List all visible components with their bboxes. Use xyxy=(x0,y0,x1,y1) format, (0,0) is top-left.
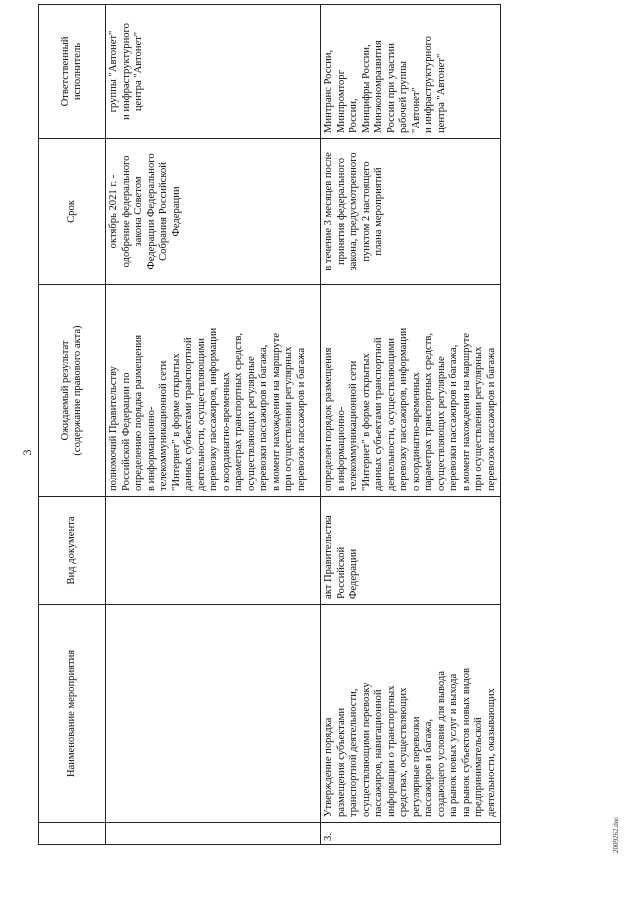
cell-expected-result: полномочий Правительству Российской Федерации по определению порядка размещения в информационно- телекоммуникационной сети "Интернет" в форме открытых данных субъектами транспортной деятельности, осуществляющими перевозку пассажиров, информации о координатно-временных параметрах транспортных средств, осуществляющих регулярные перевозки пассажиров и багажа, в момент нахождения на маршруте при осуществлении регулярных перевозок пассажиров и багажа xyxy=(106,285,321,497)
header-event-name: Наименование мероприятия xyxy=(39,605,106,823)
document-file-code: 2009262.doc xyxy=(612,816,620,853)
cell-deadline: октябрь 2021 г. - одобрение федерального закона Советом Федерации Федерального Собрания Российской Федерации xyxy=(106,139,321,285)
header-document-type: Вид документа xyxy=(39,497,106,605)
cell-number xyxy=(106,823,321,845)
header-responsible: Ответственный исполнитель xyxy=(39,5,106,139)
cell-number: 3. xyxy=(321,823,501,845)
cell-responsible: Минтранс России, Минпромторг России, Минцифры России, Минэкономразвития России при участии рабочей группы "Автонет" и инфраструктурного центра "Автонет" xyxy=(321,5,501,139)
table-row xyxy=(321,5,501,845)
cell-document-type xyxy=(106,497,321,605)
page-number: 3 xyxy=(20,449,34,456)
header-expected-result: Ожидаемый результат (содержание правового акта) xyxy=(39,285,106,497)
header-number xyxy=(39,823,106,845)
action-plan-table xyxy=(38,4,501,845)
cell-expected-result: определен порядок размещения в информационно- телекоммуникационной сети "Интернет" в форме открытых данных субъектами транспортной деятельности, осуществляющими перевозку пассажиров, информации о координатно-временных параметрах транспортных средств, осуществляющих регулярные перевозки пассажиров и багажа, в момент нахождения на маршруте при осуществлении регулярных перевозок пассажиров и багажа xyxy=(321,285,501,497)
cell-event-name: Утверждение порядка размещения субъектами транспортной деятельности, осуществляющими перевозку пассажиров, навигационной информации о транспортных средствах, осуществляющих регулярные перевозки пассажиров и багажа, создающего условия для вывода на рынок новых услуг и выхода на рынок субъектов новых видов предпринимательской деятельности, оказывающих xyxy=(321,605,501,823)
table-header-row xyxy=(39,5,106,845)
cell-event-name xyxy=(106,605,321,823)
header-deadline: Срок xyxy=(39,139,106,285)
cell-deadline: в течение 3 месяцев после принятия федерального закона, предусмотренного пунктом 2 настоящего плана мероприятий xyxy=(321,139,501,285)
cell-responsible: группы "Автонет" и инфраструктурного центра "Автонет" xyxy=(106,5,321,139)
cell-document-type: акт Правительства Российской Федерации xyxy=(321,497,501,605)
table-row xyxy=(106,5,321,845)
